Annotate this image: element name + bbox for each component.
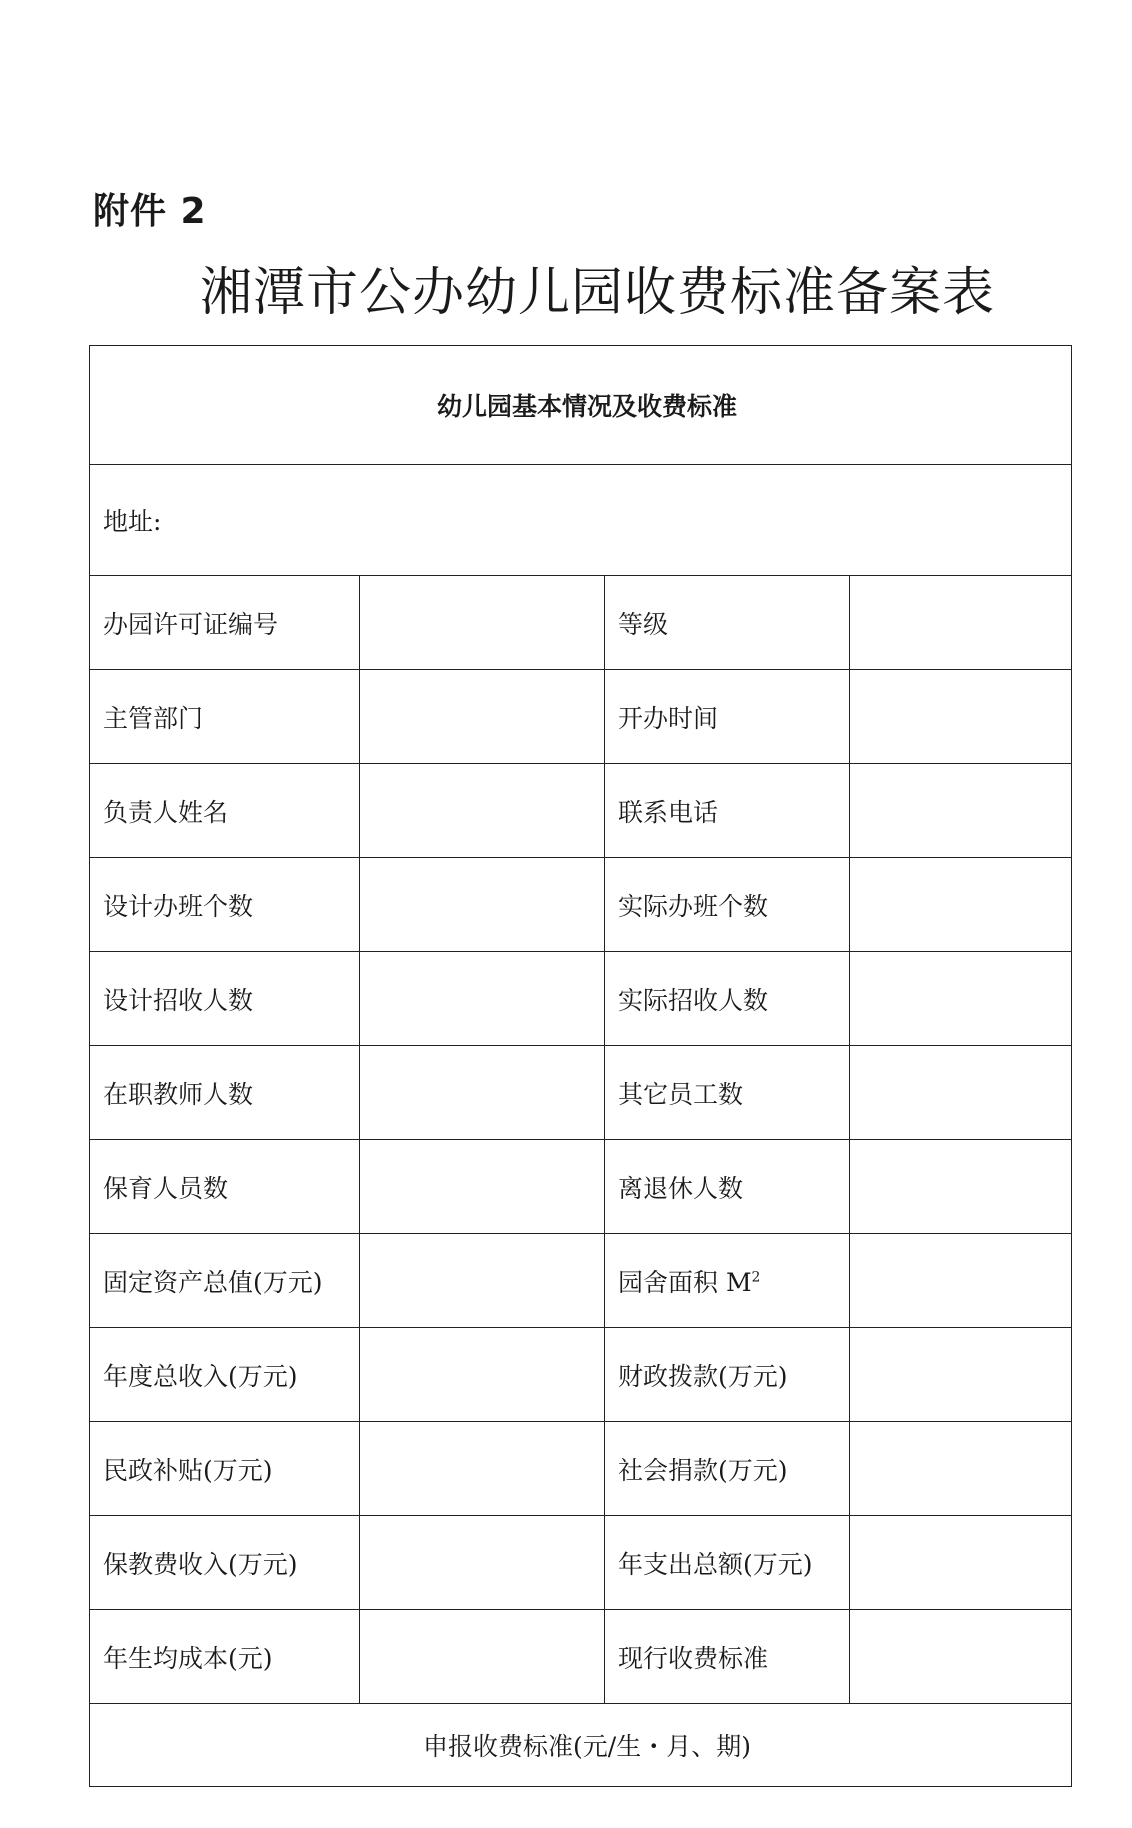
field-label: 办园许可证编号 — [90, 576, 360, 670]
field-label: 等级 — [605, 576, 850, 670]
fixed-assets-value[interactable] — [360, 1234, 605, 1328]
tuition-income-value[interactable] — [360, 1516, 605, 1610]
table-row — [90, 764, 1072, 858]
designed-enrollment-value[interactable] — [360, 952, 605, 1046]
table-header-row — [90, 346, 1072, 465]
table-row — [90, 1328, 1072, 1422]
field-label: 实际办班个数 — [605, 858, 850, 952]
field-label: 主管部门 — [90, 670, 360, 764]
address-label: 地址: — [103, 507, 162, 536]
field-label: 年支出总额(万元) — [605, 1516, 850, 1610]
declared-fee-heading: 申报收费标准(元/生・月、期) — [90, 1704, 1072, 1787]
retired-count-value[interactable] — [850, 1140, 1072, 1234]
address-row — [90, 465, 1072, 576]
field-label: 设计办班个数 — [90, 858, 360, 952]
table-row — [90, 1140, 1072, 1234]
table-row — [90, 1234, 1072, 1328]
field-label: 保育人员数 — [90, 1140, 360, 1234]
supervising-dept-value[interactable] — [360, 670, 605, 764]
phone-value[interactable] — [850, 764, 1072, 858]
table-row — [90, 1422, 1072, 1516]
field-label: 财政拨款(万元) — [605, 1328, 850, 1422]
civil-subsidy-value[interactable] — [360, 1422, 605, 1516]
table-row — [90, 1046, 1072, 1140]
grade-value[interactable] — [850, 576, 1072, 670]
field-label: 联系电话 — [605, 764, 850, 858]
field-label: 在职教师人数 — [90, 1046, 360, 1140]
table-row — [90, 576, 1072, 670]
actual-enrollment-value[interactable] — [850, 952, 1072, 1046]
field-label: 其它员工数 — [605, 1046, 850, 1140]
filing-form-table — [89, 345, 1072, 1787]
field-label: 年度总收入(万元) — [90, 1328, 360, 1422]
footer-row — [90, 1704, 1072, 1787]
table-row — [90, 1516, 1072, 1610]
table-header: 幼儿园基本情况及收费标准 — [90, 346, 1072, 465]
annual-expense-value[interactable] — [850, 1516, 1072, 1610]
fiscal-allocation-value[interactable] — [850, 1328, 1072, 1422]
teacher-count-value[interactable] — [360, 1046, 605, 1140]
unit-superscript: 2 — [751, 1269, 761, 1286]
document-title: 湘潭市公办幼儿园收费标准备案表 — [200, 263, 996, 323]
social-donation-value[interactable] — [850, 1422, 1072, 1516]
field-label: 园舍面积 M — [618, 1267, 752, 1297]
opening-date-value[interactable] — [850, 670, 1072, 764]
principal-name-value[interactable] — [360, 764, 605, 858]
field-label-with-unit — [605, 1234, 850, 1328]
designed-classes-value[interactable] — [360, 858, 605, 952]
building-area-value[interactable] — [850, 1234, 1072, 1328]
annual-income-value[interactable] — [360, 1328, 605, 1422]
field-label: 离退休人数 — [605, 1140, 850, 1234]
actual-classes-value[interactable] — [850, 858, 1072, 952]
field-label: 设计招收人数 — [90, 952, 360, 1046]
license-number-value[interactable] — [360, 576, 605, 670]
address-field[interactable] — [90, 465, 1072, 576]
field-label: 固定资产总值(万元) — [90, 1234, 360, 1328]
caregiver-count-value[interactable] — [360, 1140, 605, 1234]
field-label: 开办时间 — [605, 670, 850, 764]
table-row — [90, 1610, 1072, 1704]
table-row — [90, 952, 1072, 1046]
other-staff-value[interactable] — [850, 1046, 1072, 1140]
field-label: 民政补贴(万元) — [90, 1422, 360, 1516]
current-fee-value[interactable] — [850, 1610, 1072, 1704]
field-label: 社会捐款(万元) — [605, 1422, 850, 1516]
per-student-cost-value[interactable] — [360, 1610, 605, 1704]
table-row — [90, 858, 1072, 952]
field-label: 保教费收入(万元) — [90, 1516, 360, 1610]
field-label: 年生均成本(元) — [90, 1610, 360, 1704]
attachment-label: 附件 2 — [93, 191, 207, 232]
field-label: 负责人姓名 — [90, 764, 360, 858]
field-label: 现行收费标准 — [605, 1610, 850, 1704]
table-row — [90, 670, 1072, 764]
field-label: 实际招收人数 — [605, 952, 850, 1046]
